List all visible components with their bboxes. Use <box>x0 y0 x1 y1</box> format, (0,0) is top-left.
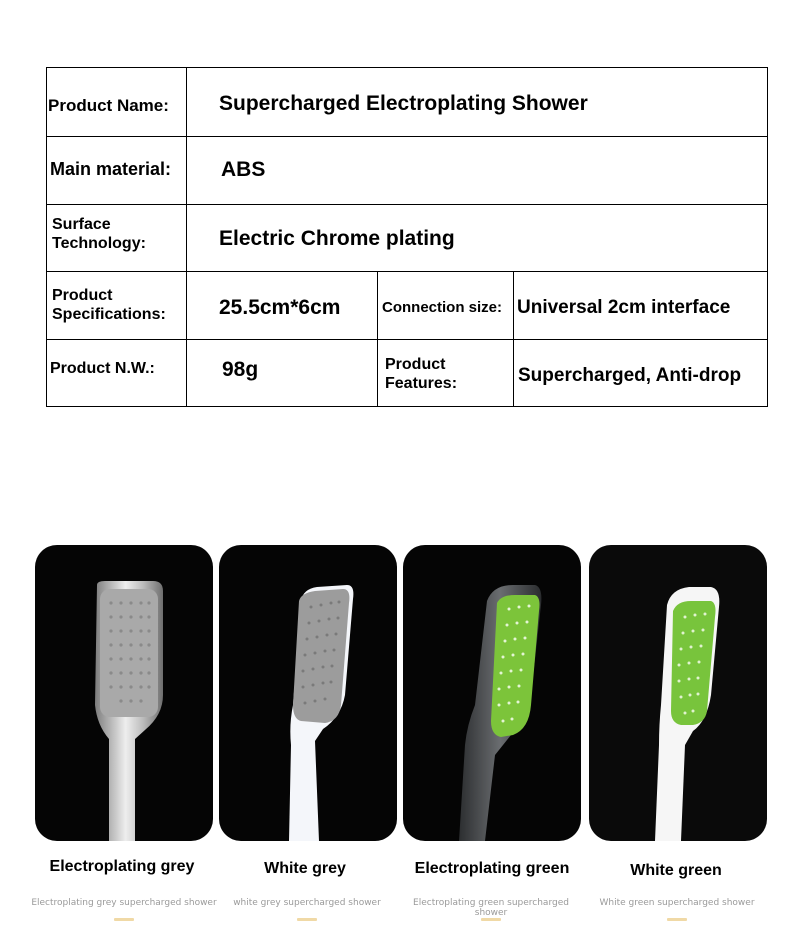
connection-label: Connection size: <box>382 299 503 316</box>
table-border <box>46 339 768 340</box>
features-label-line2: Features: <box>385 375 458 392</box>
table-border <box>46 204 768 205</box>
main-material-value: ABS <box>221 158 266 181</box>
product-image-electroplating-green <box>403 545 581 841</box>
table-border <box>46 136 768 137</box>
product-image-white-green <box>589 545 767 841</box>
connection-value: Universal 2cm interface <box>517 297 731 318</box>
spec-label-line1: Product <box>52 287 113 304</box>
features-label-line1: Product <box>385 356 446 373</box>
variant-subtitle: white grey supercharged shower <box>233 898 381 908</box>
variant-subtitle: Electroplating grey supercharged shower <box>31 898 217 908</box>
spec-table <box>46 67 768 407</box>
spec-value: 25.5cm*6cm <box>219 296 341 319</box>
surface-label-line2: Technology: <box>52 235 146 252</box>
table-border <box>46 67 47 407</box>
table-border <box>46 406 768 407</box>
features-value: Supercharged, Anti-drop <box>518 365 742 386</box>
product-name-value: Supercharged Electroplating Shower <box>219 92 588 115</box>
variant-name: Electroplating green <box>414 860 570 877</box>
table-border <box>46 67 768 68</box>
table-border <box>46 271 768 272</box>
accent-dash <box>297 918 317 921</box>
variant-subtitle: White green supercharged shower <box>599 898 755 908</box>
accent-dash <box>481 918 501 921</box>
accent-dash <box>114 918 134 921</box>
variant-name: Electroplating grey <box>49 858 195 875</box>
variant-name: White green <box>630 862 722 879</box>
product-name-label: Product Name: <box>48 96 169 115</box>
table-border <box>513 271 514 407</box>
table-border <box>377 271 378 407</box>
surface-value: Electric Chrome plating <box>219 227 455 250</box>
nw-value: 98g <box>222 358 259 381</box>
table-border <box>767 67 768 407</box>
product-image-electroplating-grey <box>35 545 213 841</box>
spec-label-line2: Specifications: <box>52 306 166 323</box>
accent-dash <box>667 918 687 921</box>
variant-name: White grey <box>264 860 346 877</box>
surface-label-line1: Surface <box>52 216 111 233</box>
table-border <box>186 67 187 407</box>
nw-label: Product N.W.: <box>50 360 155 377</box>
variant-subtitle: Electroplating green supercharged shower <box>413 898 569 918</box>
product-image-white-grey <box>219 545 397 841</box>
main-material-label: Main material: <box>50 159 172 179</box>
